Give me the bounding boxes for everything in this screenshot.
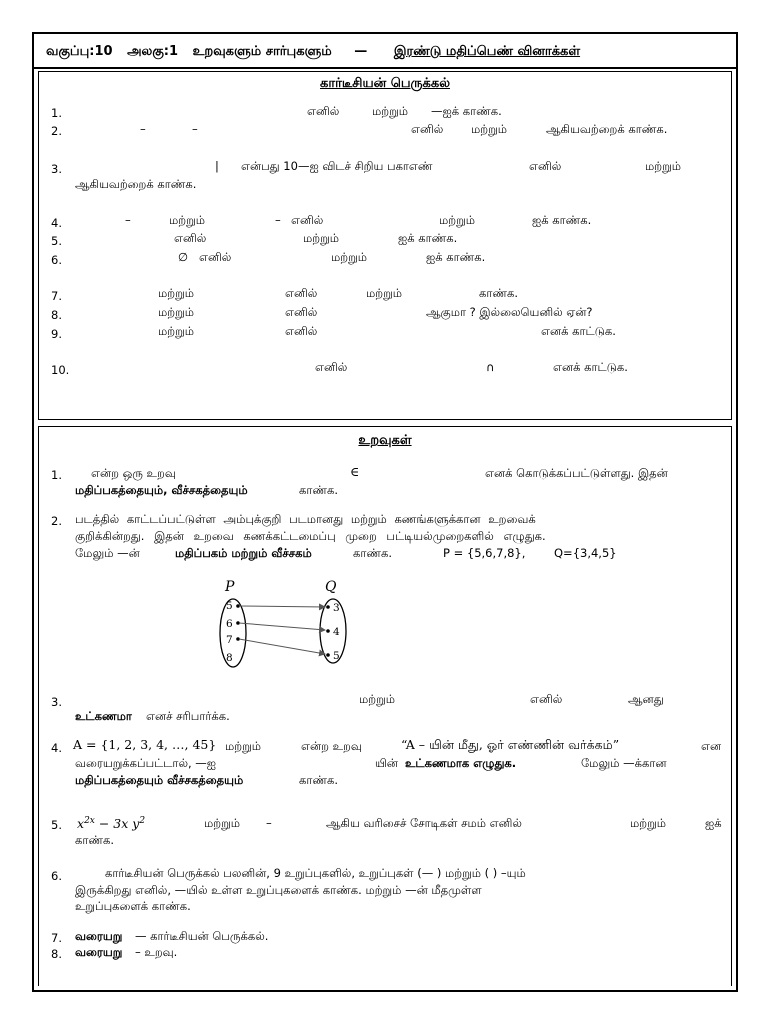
- question-text: மதிப்பகம் மற்றும் வீச்சகம்: [175, 546, 312, 560]
- question-text: என: [701, 739, 722, 753]
- intersection-symbol: ∩: [486, 360, 495, 374]
- question-text: எனக் கொடுக்கப்பட்டுள்ளது. இதன்: [485, 466, 668, 480]
- question-text: வரையறு: [75, 945, 123, 959]
- question-number: 8.: [51, 308, 62, 322]
- question-number: 4.: [51, 216, 62, 230]
- question-text: மதிப்பகத்தையும், வீச்சகத்தையும்: [75, 483, 248, 497]
- right-element: 3: [333, 602, 340, 614]
- question-text: எனில்: [529, 159, 562, 173]
- question-number: 5.: [51, 234, 62, 248]
- set-builder-bar: |: [215, 159, 219, 173]
- expr-part: x: [77, 816, 85, 832]
- question-text: உட்கணமாக எழுதுக.: [405, 756, 517, 770]
- dash: –: [140, 122, 146, 136]
- question-number: 8.: [51, 947, 62, 961]
- question-text: காண்க.: [353, 546, 393, 560]
- question-number: 2.: [51, 124, 62, 138]
- question-text: எனில்: [315, 360, 348, 374]
- question-text: ஐக் காண்க.: [426, 250, 486, 264]
- expr-part: 2: [139, 816, 146, 826]
- dash: –: [266, 816, 272, 830]
- question-text: ஆகிய வரிசைச் சோடிகள் சமம் எனில்: [326, 816, 522, 830]
- question-text: வரையறுக்கப்பட்டால், —ஐ: [75, 756, 217, 770]
- question-text: மற்றும்: [471, 122, 507, 136]
- question-text: மதிப்பகத்தையும் வீச்சகத்தையும்: [75, 773, 244, 787]
- question-number: 9.: [51, 327, 62, 341]
- question-text: —ஐக் காண்க.: [431, 104, 502, 118]
- question-text: எனக் காட்டுக.: [541, 324, 616, 338]
- question-text: உட்கணமா: [75, 709, 132, 723]
- question-number: 3.: [51, 695, 62, 709]
- expr-part: y: [132, 816, 140, 832]
- ellipse-p: [220, 599, 246, 667]
- left-element: 5: [226, 600, 233, 612]
- relation-rule: “A – யின் மீது, ஓர் எண்ணின் வர்க்கம்”: [401, 737, 620, 752]
- set-a: A = {1, 2, 3, 4, …, 45}: [73, 737, 217, 752]
- question-text: மற்றும்: [439, 213, 475, 227]
- left-element: 7: [226, 634, 233, 646]
- question-text: மற்றும்: [225, 739, 261, 753]
- class-label: வகுப்பு:10: [46, 44, 113, 59]
- arrow: [239, 623, 325, 630]
- right-element: 4: [333, 626, 340, 638]
- question-number: 10.: [51, 363, 70, 377]
- section-title-cartesian: கார்டீசியன் பெருக்கல்: [320, 76, 450, 91]
- question-text: எனில்: [291, 213, 324, 227]
- question-text: காண்க.: [299, 773, 339, 787]
- question-text: எனில்: [199, 250, 232, 264]
- question-number: 4.: [51, 741, 62, 755]
- question-text: கார்டீசியன் பெருக்கல் பலனின், 9 உறுப்புகளில், உறுப்புகள் (— ) மற்றும் ( ) –யும்: [105, 866, 526, 880]
- question-text: படத்தில் காட்டப்பட்டுள்ள அம்புக்குறி படமானது மற்றும் கணங்களுக்கான உறவைக்: [75, 512, 536, 526]
- question-text: — கார்டீசியன் பெருக்கல்.: [135, 929, 269, 943]
- dot: [326, 653, 330, 657]
- question-text: ஐக் காண்க.: [398, 231, 458, 245]
- arrow: [239, 606, 325, 607]
- question-number: 2.: [51, 514, 62, 528]
- question-number: 1.: [51, 468, 62, 482]
- question-text: இருக்கிறது எனில், —யில் உள்ள உறுப்புகளைக் காண்க. மற்றும் —ன் மீதமுள்ள: [75, 883, 482, 897]
- question-text: எனில்: [285, 305, 318, 319]
- dot: [326, 629, 330, 633]
- question-text: எனில்: [285, 324, 318, 338]
- question-text: மற்றும்: [204, 816, 240, 830]
- paper-title: இரண்டு மதிப்பெண் வினாக்கள்: [393, 44, 581, 59]
- question-text: எனக் காட்டுக.: [553, 360, 628, 374]
- dash: –: [125, 213, 131, 227]
- question-text: மேலும் —ன்: [75, 546, 140, 560]
- arrow: [239, 639, 325, 654]
- arrow-diagram: [211, 577, 361, 677]
- element-of-symbol: ∈: [350, 464, 360, 479]
- question-text: என்ற உறவு: [301, 739, 362, 753]
- unit-title: உறவுகளும் சார்புகளும்: [192, 44, 332, 59]
- expr-part: 2x: [84, 816, 95, 826]
- worksheet-header: [34, 34, 736, 69]
- question-text: ஐக்: [705, 816, 722, 830]
- question-number: 3.: [51, 162, 62, 176]
- question-text: மற்றும்: [303, 231, 339, 245]
- label-q: Q: [325, 579, 337, 595]
- question-text: ஐக் காண்க.: [532, 213, 592, 227]
- question-text: காண்க.: [299, 483, 339, 497]
- question-text: எனில்: [174, 231, 207, 245]
- question-text: – உறவு.: [135, 945, 178, 959]
- question-text: என்பது 10—ஐ விடச் சிறிய பகாஎண்: [241, 159, 433, 173]
- question-text: எனில்: [307, 104, 340, 118]
- question-text: மேலும் —க்கான: [581, 756, 667, 770]
- question-text: மற்றும்: [372, 104, 408, 118]
- left-element: 8: [226, 652, 233, 664]
- question-text: மற்றும்: [366, 286, 402, 300]
- question-text: எனச் சரிபார்க்க.: [146, 709, 230, 723]
- question-text: காண்க.: [75, 833, 115, 847]
- dot: [326, 605, 330, 609]
- question-number: 5.: [51, 818, 62, 832]
- set-q: Q={3,4,5}: [554, 546, 617, 560]
- question-text: உறுப்புகளைக் காண்க.: [75, 899, 191, 913]
- question-text: மற்றும்: [158, 324, 194, 338]
- question-text: காண்க.: [479, 286, 519, 300]
- question-text: மற்றும்: [169, 213, 205, 227]
- dash: –: [192, 122, 198, 136]
- question-text: எனில்: [530, 692, 563, 706]
- question-text: எனில்: [411, 122, 444, 136]
- set-p: P = {5,6,7,8},: [443, 546, 526, 560]
- header-dash: —: [354, 44, 368, 59]
- question-number: 6.: [51, 253, 62, 267]
- question-text: மற்றும்: [359, 692, 395, 706]
- empty-set-symbol: ∅: [178, 250, 189, 264]
- dash: –: [275, 213, 281, 227]
- section-title-relations: உறவுகள்: [358, 433, 412, 448]
- question-text: ஆகியவற்றைக் காண்க.: [546, 122, 668, 136]
- expr-part: − 3x: [98, 816, 129, 832]
- unit-label: அலகு:1: [127, 44, 179, 59]
- right-element: 5: [333, 650, 340, 662]
- worksheet: [32, 32, 738, 992]
- cartesian-section: [38, 71, 732, 420]
- question-number: 7.: [51, 289, 62, 303]
- label-p: P: [225, 579, 235, 595]
- question-text: மற்றும்: [645, 159, 681, 173]
- question-text: மற்றும்: [158, 286, 194, 300]
- question-text: என்ற ஒரு உறவு: [91, 466, 176, 480]
- question-text: ஆனது: [628, 692, 664, 706]
- ordered-pair-expression: [77, 813, 145, 832]
- question-text: மற்றும்: [158, 305, 194, 319]
- question-text: குறிக்கின்றது. இதன் உறவை கணக்கட்டமைப்பு முறை பட்டியல்முறைகளில் எழுதுக.: [75, 529, 546, 543]
- question-number: 7.: [51, 931, 62, 945]
- question-text: மற்றும்: [331, 250, 367, 264]
- question-number: 1.: [51, 106, 62, 120]
- question-text: மற்றும்: [630, 816, 666, 830]
- relations-section: [38, 426, 732, 986]
- question-text: ஆகுமா ? இல்லையெனில் ஏன்?: [426, 305, 593, 319]
- question-text: ஆகியவற்றைக் காண்க.: [75, 177, 197, 191]
- left-element: 6: [226, 618, 233, 630]
- question-text: எனில்: [285, 286, 318, 300]
- question-text: வரையறு: [75, 929, 123, 943]
- question-text: யின்: [375, 756, 398, 770]
- question-number: 6.: [51, 869, 62, 883]
